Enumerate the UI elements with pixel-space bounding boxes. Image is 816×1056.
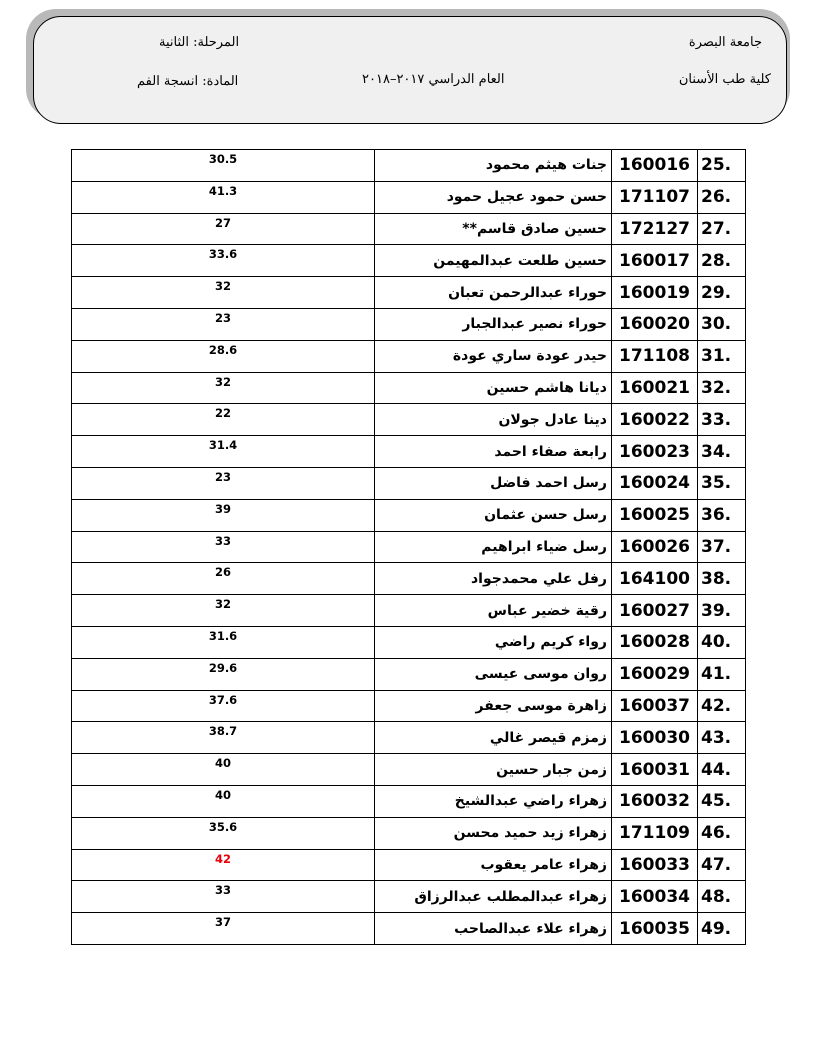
academic-year: العام الدراسي ٢٠١٧–٢٠١٨ — [362, 72, 505, 87]
table-row — [72, 785, 746, 817]
grade-cell: 37.6 — [72, 690, 375, 722]
row-number-cell: 42. — [698, 690, 746, 722]
grade-cell: 27 — [72, 213, 375, 245]
name-cell: حوراء عبدالرحمن تعبان — [375, 277, 612, 309]
grade-cell: 37 — [72, 913, 375, 945]
row-number-cell: 38. — [698, 563, 746, 595]
subject-label: المادة: انسجة الفم — [137, 74, 239, 89]
grade-cell: 33 — [72, 881, 375, 913]
grade-cell: 29.6 — [72, 658, 375, 690]
name-cell: روان موسى عيسى — [375, 658, 612, 690]
grade-cell: 41.3 — [72, 181, 375, 213]
table-row — [72, 340, 746, 372]
row-number-cell: 29. — [698, 277, 746, 309]
name-cell: رسل حسن عثمان — [375, 499, 612, 531]
row-number-cell: 49. — [698, 913, 746, 945]
grade-cell: 32 — [72, 595, 375, 627]
grades-table — [71, 149, 746, 945]
grade-cell: 22 — [72, 404, 375, 436]
student-id-cell: 160019 — [612, 277, 698, 309]
row-number-cell: 37. — [698, 531, 746, 563]
student-id-cell: 160028 — [612, 626, 698, 658]
table-row — [72, 245, 746, 277]
student-id-cell: 160026 — [612, 531, 698, 563]
grade-cell: 38.7 — [72, 722, 375, 754]
student-id-cell: 172127 — [612, 213, 698, 245]
grade-cell: 31.4 — [72, 436, 375, 468]
row-number-cell: 43. — [698, 722, 746, 754]
grade-cell: 32 — [72, 277, 375, 309]
name-cell: زمن جبار حسين — [375, 754, 612, 786]
student-id-cell: 171109 — [612, 817, 698, 849]
name-cell: حسين طلعت عبدالمهيمن — [375, 245, 612, 277]
student-id-cell: 160035 — [612, 913, 698, 945]
table-row — [72, 690, 746, 722]
student-id-cell: 171108 — [612, 340, 698, 372]
row-number-cell: 35. — [698, 467, 746, 499]
grade-cell: 28.6 — [72, 340, 375, 372]
college-name: كلية طب الأسنان — [678, 72, 771, 87]
name-cell: رسل ضياء ابراهيم — [375, 531, 612, 563]
name-cell: زاهرة موسى جعفر — [375, 690, 612, 722]
table-row — [72, 277, 746, 309]
grade-cell: 23 — [72, 308, 375, 340]
name-cell: رسل احمد فاضل — [375, 467, 612, 499]
row-number-cell: 47. — [698, 849, 746, 881]
name-cell: ديانا هاشم حسين — [375, 372, 612, 404]
table-row — [72, 881, 746, 913]
table-row — [72, 563, 746, 595]
row-number-cell: 45. — [698, 785, 746, 817]
grade-cell: 42 — [72, 849, 375, 881]
name-cell: حسن حمود عجيل حمود — [375, 181, 612, 213]
name-cell: رابعة صفاء احمد — [375, 436, 612, 468]
row-number-cell: 25. — [698, 150, 746, 182]
university-name: جامعة البصرة — [688, 35, 762, 50]
row-number-cell: 32. — [698, 372, 746, 404]
stage-label: المرحلة: الثانية — [159, 35, 240, 50]
name-cell: حيدر عودة ساري عودة — [375, 340, 612, 372]
student-id-cell: 171107 — [612, 181, 698, 213]
name-cell: جنات هيثم محمود — [375, 150, 612, 182]
student-id-cell: 160029 — [612, 658, 698, 690]
student-id-cell: 160020 — [612, 308, 698, 340]
student-id-cell: 160034 — [612, 881, 698, 913]
row-number-cell: 40. — [698, 626, 746, 658]
row-number-cell: 30. — [698, 308, 746, 340]
grade-cell: 40 — [72, 785, 375, 817]
table-row — [72, 150, 746, 182]
student-id-cell: 160033 — [612, 849, 698, 881]
name-cell: رواء كريم راضي — [375, 626, 612, 658]
table-row — [72, 404, 746, 436]
student-id-cell: 160037 — [612, 690, 698, 722]
student-id-cell: 160030 — [612, 722, 698, 754]
grade-cell: 26 — [72, 563, 375, 595]
table-row — [72, 754, 746, 786]
name-cell: زمزم قيصر غالي — [375, 722, 612, 754]
student-id-cell: 160024 — [612, 467, 698, 499]
table-row — [72, 467, 746, 499]
grade-cell: 33.6 — [72, 245, 375, 277]
table-row — [72, 213, 746, 245]
grade-cell: 39 — [72, 499, 375, 531]
table-row — [72, 817, 746, 849]
table-row — [72, 499, 746, 531]
table-row — [72, 913, 746, 945]
student-id-cell: 160031 — [612, 754, 698, 786]
row-number-cell: 36. — [698, 499, 746, 531]
student-id-cell: 160023 — [612, 436, 698, 468]
table-row — [72, 181, 746, 213]
table-row — [72, 658, 746, 690]
name-cell: دينا عادل جولان — [375, 404, 612, 436]
table-row — [72, 436, 746, 468]
name-cell: حسين صادق قاسم** — [375, 213, 612, 245]
name-cell: زهراء زيد حميد محسن — [375, 817, 612, 849]
grade-cell: 32 — [72, 372, 375, 404]
table-row — [72, 531, 746, 563]
student-id-cell: 160017 — [612, 245, 698, 277]
student-id-cell: 160027 — [612, 595, 698, 627]
row-number-cell: 39. — [698, 595, 746, 627]
name-cell: حوراء نصير عبدالجبار — [375, 308, 612, 340]
student-id-cell: 160025 — [612, 499, 698, 531]
name-cell: زهراء عبدالمطلب عبدالرزاق — [375, 881, 612, 913]
student-id-cell: 164100 — [612, 563, 698, 595]
grade-cell: 33 — [72, 531, 375, 563]
table-row — [72, 849, 746, 881]
student-id-cell: 160016 — [612, 150, 698, 182]
name-cell: زهراء عامر يعقوب — [375, 849, 612, 881]
name-cell: رفل علي محمدجواد — [375, 563, 612, 595]
table-row — [72, 595, 746, 627]
student-id-cell: 160032 — [612, 785, 698, 817]
grade-cell: 40 — [72, 754, 375, 786]
row-number-cell: 48. — [698, 881, 746, 913]
table-row — [72, 626, 746, 658]
grade-cell: 35.6 — [72, 817, 375, 849]
grade-cell: 30.5 — [72, 150, 375, 182]
table-row — [72, 722, 746, 754]
name-cell: رقية خضير عباس — [375, 595, 612, 627]
table-row — [72, 308, 746, 340]
row-number-cell: 28. — [698, 245, 746, 277]
table-row — [72, 372, 746, 404]
row-number-cell: 33. — [698, 404, 746, 436]
student-id-cell: 160021 — [612, 372, 698, 404]
name-cell: زهراء علاء عبدالصاحب — [375, 913, 612, 945]
row-number-cell: 26. — [698, 181, 746, 213]
row-number-cell: 41. — [698, 658, 746, 690]
grade-cell: 23 — [72, 467, 375, 499]
row-number-cell: 31. — [698, 340, 746, 372]
row-number-cell: 46. — [698, 817, 746, 849]
row-number-cell: 34. — [698, 436, 746, 468]
name-cell: زهراء راضي عبدالشيخ — [375, 785, 612, 817]
student-id-cell: 160022 — [612, 404, 698, 436]
row-number-cell: 27. — [698, 213, 746, 245]
row-number-cell: 44. — [698, 754, 746, 786]
grade-cell: 31.6 — [72, 626, 375, 658]
document-header — [33, 16, 787, 124]
